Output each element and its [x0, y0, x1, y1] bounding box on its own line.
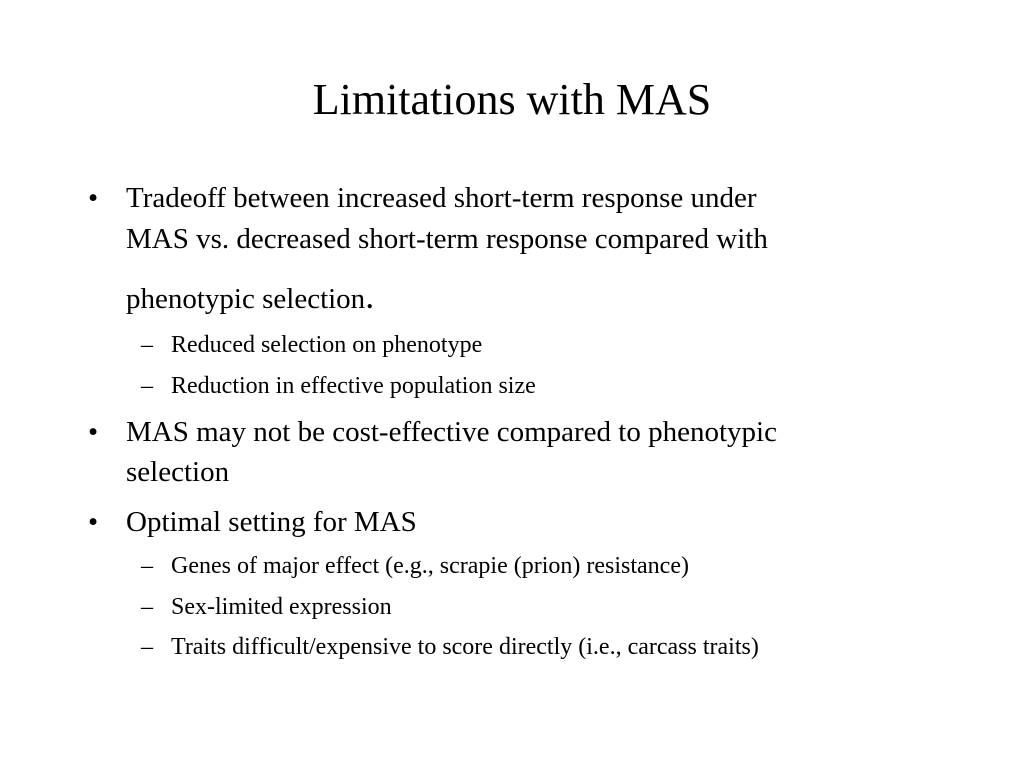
- bullet-marker: •: [88, 416, 99, 448]
- sub-bullet-text: Reduced selection on phenotype: [171, 332, 483, 358]
- sub-bullet-text: Sex-limited expression: [171, 594, 392, 620]
- dash-marker: –: [141, 594, 153, 620]
- bullet-continuation: [126, 276, 926, 319]
- bullet-text: Tradeoff between increased short-term response under: [126, 182, 757, 214]
- bullet-text: phenotypic selection: [126, 283, 366, 315]
- bullet-text: selection: [126, 456, 230, 488]
- slide-title: Limitations with MAS: [312, 75, 712, 124]
- sub-bullet-item: [141, 551, 931, 581]
- dash-marker: –: [141, 332, 153, 358]
- dash-marker: –: [141, 373, 153, 399]
- bullet-marker: •: [88, 506, 99, 538]
- bullet-text: MAS vs. decreased short-term response compared with: [126, 223, 768, 255]
- bullet-marker: •: [88, 182, 99, 214]
- bullet-text: MAS may not be cost-effective compared to phenotypic: [126, 416, 777, 448]
- bullet-period: .: [365, 276, 375, 316]
- bullet-continuation: [126, 452, 926, 492]
- bullet-continuation: [126, 219, 926, 259]
- sub-bullet-item: [141, 371, 931, 401]
- sub-bullet-item: [141, 592, 931, 622]
- sub-bullet-text: Reduction in effective population size: [171, 373, 536, 399]
- bullet-text: Optimal setting for MAS: [126, 506, 417, 538]
- sub-bullet-text: Traits difficult/expensive to score directly (i.e., carcass traits): [171, 634, 759, 660]
- sub-bullet-item: [141, 632, 931, 662]
- dash-marker: –: [141, 553, 153, 579]
- sub-bullet-text: Genes of major effect (e.g., scrapie (prion) resistance): [171, 553, 689, 579]
- sub-bullet-item: [141, 330, 931, 360]
- bullet-item: [88, 178, 926, 218]
- dash-marker: –: [141, 634, 153, 660]
- bullet-item: [88, 412, 926, 452]
- bullet-item: [88, 502, 926, 542]
